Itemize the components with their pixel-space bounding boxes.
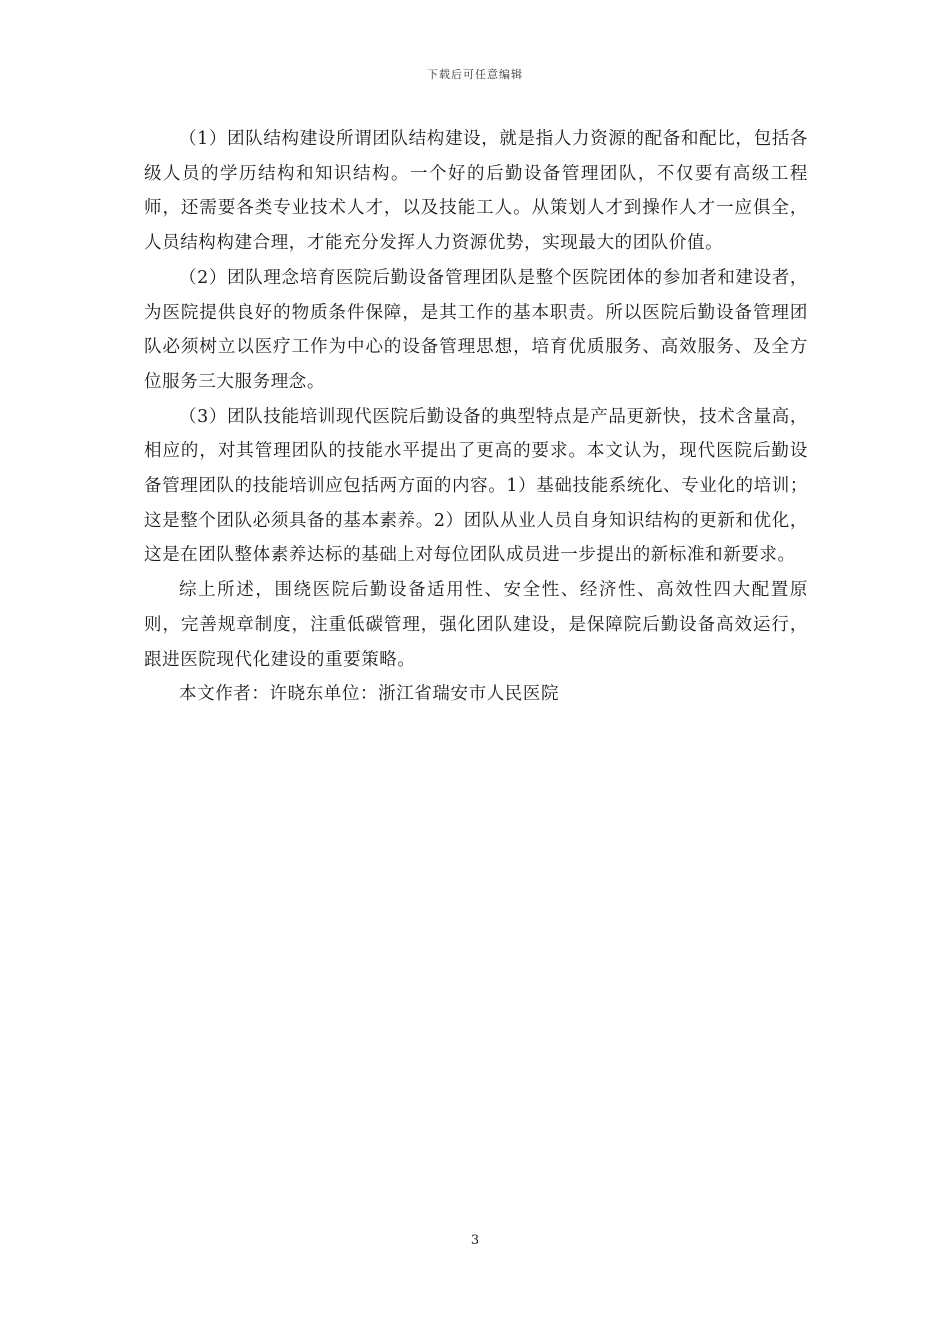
paragraph-author: 本文作者：许晓东单位：浙江省瑞安市人民医院	[179, 684, 560, 705]
page-number: 3	[470, 1233, 480, 1248]
paragraph-team-skills: （3）团队技能培训现代医院后勤设备的典型特点是产品更新快，技术含量高，相应的，对其管理团队的技能水平提出了更高的要求。本文认为，现代医院后勤设备管理团队的技能培训应包括两方面的内容。1）基础技能系统化、专业化的培训；这是整个团队必须具备的基本素养。2）团队从业人员自身知识结构的更新和优化，这是在团队整体素养达标的基础上对每位团队成员进一步提出的新标准和新要求。	[144, 406, 808, 566]
document-body	[144, 122, 808, 712]
page-header-note: 下载后可任意编辑	[427, 68, 523, 81]
paragraph-team-structure: （1）团队结构建设所谓团队结构建设，就是指人力资源的配备和配比，包括各级人员的学历结构和知识结构。一个好的后勤设备管理团队，不仅要有高级工程师，还需要各类专业技术人才，以及技能工人。从策划人才到操作人才一应俱全，人员结构构建合理，才能充分发挥人力资源优势，实现最大的团队价值。	[144, 129, 808, 254]
paragraph-team-philosophy: （2）团队理念培育医院后勤设备管理团队是整个医院团体的参加者和建设者，为医院提供良好的物质条件保障，是其工作的基本职责。所以医院后勤设备管理团队必须树立以医疗工作为中心的设备管理思想，培育优质服务、高效服务、及全方位服务三大服务理念。	[144, 267, 808, 392]
paragraph-summary: 综上所述，围绕医院后勤设备适用性、安全性、经济性、高效性四大配置原则，完善规章制度，注重低碳管理，强化团队建设，是保障院后勤设备高效运行，跟进医院现代化建设的重要策略。	[144, 580, 808, 670]
